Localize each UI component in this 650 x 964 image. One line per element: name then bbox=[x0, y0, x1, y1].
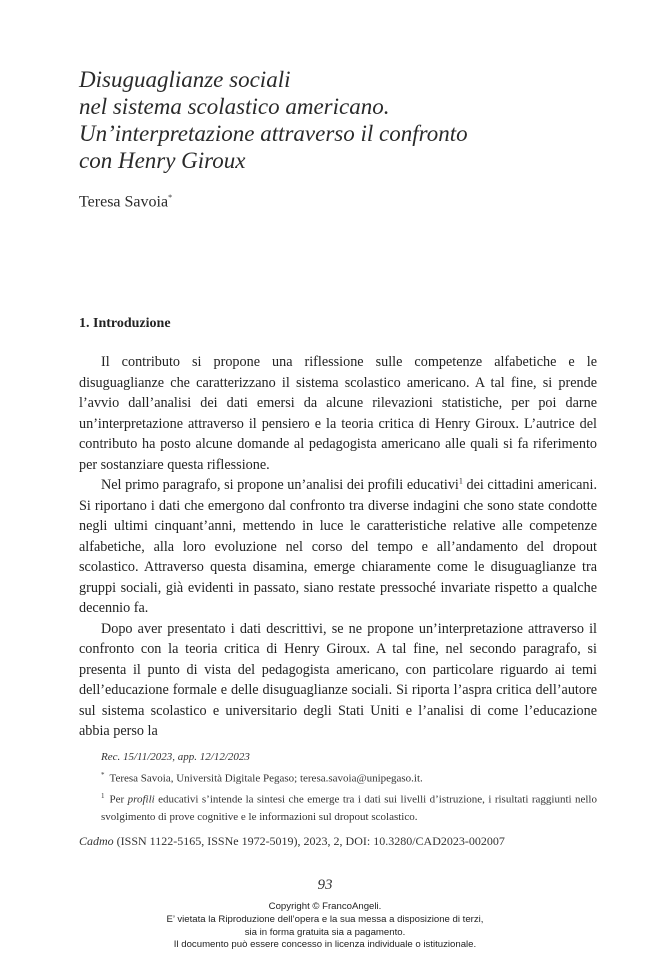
copyright-notice bbox=[0, 901, 650, 952]
footnote-1-mark: 1 bbox=[101, 791, 105, 800]
journal-name: Cadmo bbox=[79, 834, 114, 848]
received-dates: Rec. 15/11/2023, app. 12/12/2023 bbox=[101, 751, 250, 763]
copyright-line-3: sia in forma gratuita sia a pagamento. bbox=[244, 926, 406, 938]
footnote-1-italic: profili bbox=[127, 793, 155, 806]
copyright-line-1: Copyright © FrancoAngeli. bbox=[268, 901, 382, 912]
article-title bbox=[79, 66, 599, 174]
footnote-author-text: Teresa Savoia, Università Digitale Pegaso; teresa.savoia@unipegaso.it. bbox=[109, 772, 423, 785]
journal-citation bbox=[79, 834, 597, 849]
title-line-1: Disuguaglianze sociali bbox=[79, 67, 291, 92]
footnote-author bbox=[79, 767, 597, 788]
footnote-1-post: educativi s’intende la sintesi che emerge tra i dati sui livelli d’istruzione, i risultati raggiunti nello svolgimento di prove cognitive e le informazioni sul dropout scolastico. bbox=[101, 793, 597, 823]
section-heading: 1. Introduzione bbox=[79, 316, 171, 331]
author-name: Teresa Savoia bbox=[79, 193, 169, 211]
copyright-line-2: E’ vietata la Riproduzione dell’opera e la sua messa a disposizione di terzi, bbox=[166, 913, 484, 925]
paragraph-2 bbox=[79, 475, 597, 619]
paragraph-1: Il contributo si propone una riflessione sulle competenze alfabetiche e le disuguaglianze che caratterizzano il sistema scolastico americano. A tal fine, si prende l’avvio dall’analisi dei dati emersi da alcune rilevazioni statistiche, per poi darne un’interpretazione attraverso il pensiero e la teoria critica di Henry Giroux. L’autrice del contributo ha posto alcune domande al pedagogista americano alle quali si fa riferimento per sostanziare questa riflessione. bbox=[79, 354, 597, 473]
body-text bbox=[79, 352, 597, 742]
paragraph-3: Dopo aver presentato i dati descrittivi, se ne propone un’interpretazione attraverso il confronto con la teoria critica di Henry Giroux. A tal fine, nel secondo paragrafo, si presenta il punto di vista del pedagogista americano, con particolare riguardo ai temi dell’educazione formale e delle disuguaglianze sociali. Si riporta l’aspra critica dell’autore sul sistema scolastico e universitario degli Stati Uniti e l’analisi di come l’educazione abbia perso la bbox=[79, 620, 597, 739]
footnote-star-mark: * bbox=[101, 770, 105, 779]
journal-details: (ISSN 1122-5165, ISSNe 1972-5019), 2023, 2, DOI: 10.3280/CAD2023-002007 bbox=[113, 834, 505, 848]
footnote-ref-1: 1 bbox=[458, 476, 463, 486]
title-line-4: con Henry Giroux bbox=[79, 148, 246, 173]
footnote-1-pre: Per bbox=[109, 793, 128, 806]
footnote-1 bbox=[79, 788, 597, 827]
author-line bbox=[79, 193, 172, 211]
paragraph-2-rest: dei cittadini americani. Si riportano i dati che emergono dal confronto tra diverse indagini che sono state condotte negli ultimi cinquant’anni, mettendo in luce le caratteristiche relative alle competenze alfabetiche, alla loro evoluzione nel corso del tempo e all’andamento del dropout scolastico. Attraverso questa disamina, emerge chiaramente come le disuguaglianze tra gruppi sociali, già evidenti in passato, siano restate pressoché invariate rispetto a qualche decennio fa. bbox=[79, 477, 597, 616]
title-line-3: Un’interpretazione attraverso il confronto bbox=[79, 121, 468, 146]
paragraph-2-start: Nel primo paragrafo, si propone un’analisi dei profili educativi bbox=[101, 477, 459, 493]
footnotes bbox=[79, 749, 597, 826]
page-number: 93 bbox=[317, 877, 333, 893]
copyright-line-4: Il documento può essere concesso in licenza individuale o istituzionale. bbox=[173, 939, 477, 951]
title-line-2: nel sistema scolastico americano. bbox=[79, 94, 390, 119]
author-footnote-mark: * bbox=[168, 193, 173, 202]
